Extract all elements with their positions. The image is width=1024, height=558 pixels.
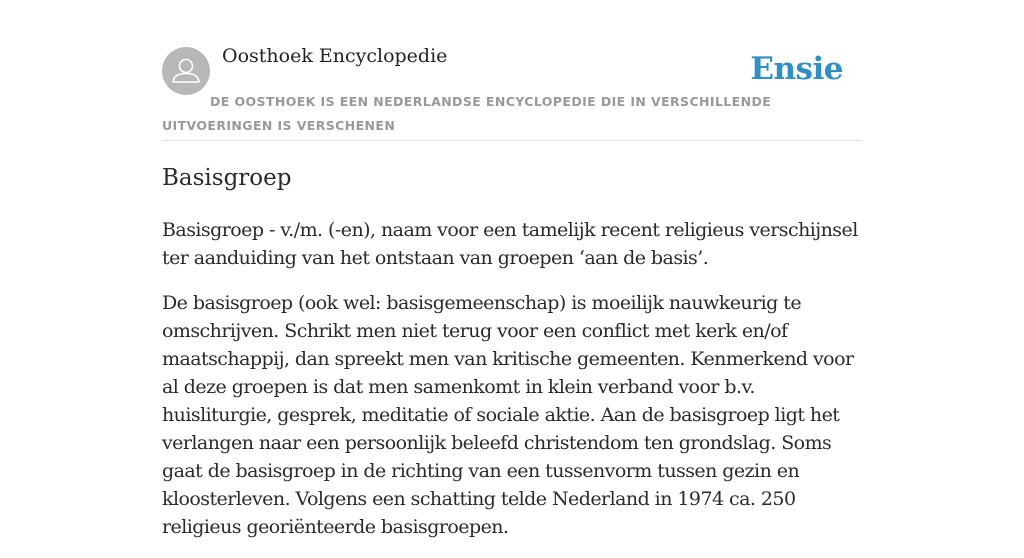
article bbox=[162, 160, 864, 558]
author-avatar[interactable] bbox=[162, 47, 210, 95]
source-header bbox=[162, 44, 862, 141]
brand-logo[interactable]: Ensie bbox=[750, 51, 843, 87]
user-silhouette-icon bbox=[162, 47, 210, 95]
article-title: Basisgroep bbox=[162, 165, 292, 191]
author-name[interactable]: Oosthoek Encyclopedie bbox=[222, 45, 448, 67]
author-tagline: DE OOSTHOEK IS EEN NEDERLANDSE ENCYCLOPEDIE DIE IN VERSCHILLENDE UITVOERINGEN IS VERSCHENEN bbox=[162, 94, 772, 133]
article-paragraph: Basisgroep - v./m. (-en), naam voor een tamelijk recent religieus verschijnsel ter aanduiding van het ontstaan van groepen ‘aan de basis’. bbox=[162, 219, 858, 269]
article-paragraph: De basisgroep (ook wel: basisgemeenschap) is moeilijk nauwkeurig te omschrijven. Schrikt men niet terug voor een conflict met kerk en/of maatschappij, dan spreekt men van kritische gemeenten. Kenmerkend voor al deze groepen is dat men samenkomt in klein verband voor b.v. huisliturgie, gesprek, meditatie of sociale aktie. Aan de basisgroep ligt het verlangen naar een persoonlijk beleefd christendom ten grondslag. Soms gaat de basisgroep in de richting van een tussenvorm tussen gezin en kloosterleven. Volgens een schatting telde Nederland in 1974 ca. 250 religieus georiënteerde basisgroepen. bbox=[162, 292, 854, 538]
